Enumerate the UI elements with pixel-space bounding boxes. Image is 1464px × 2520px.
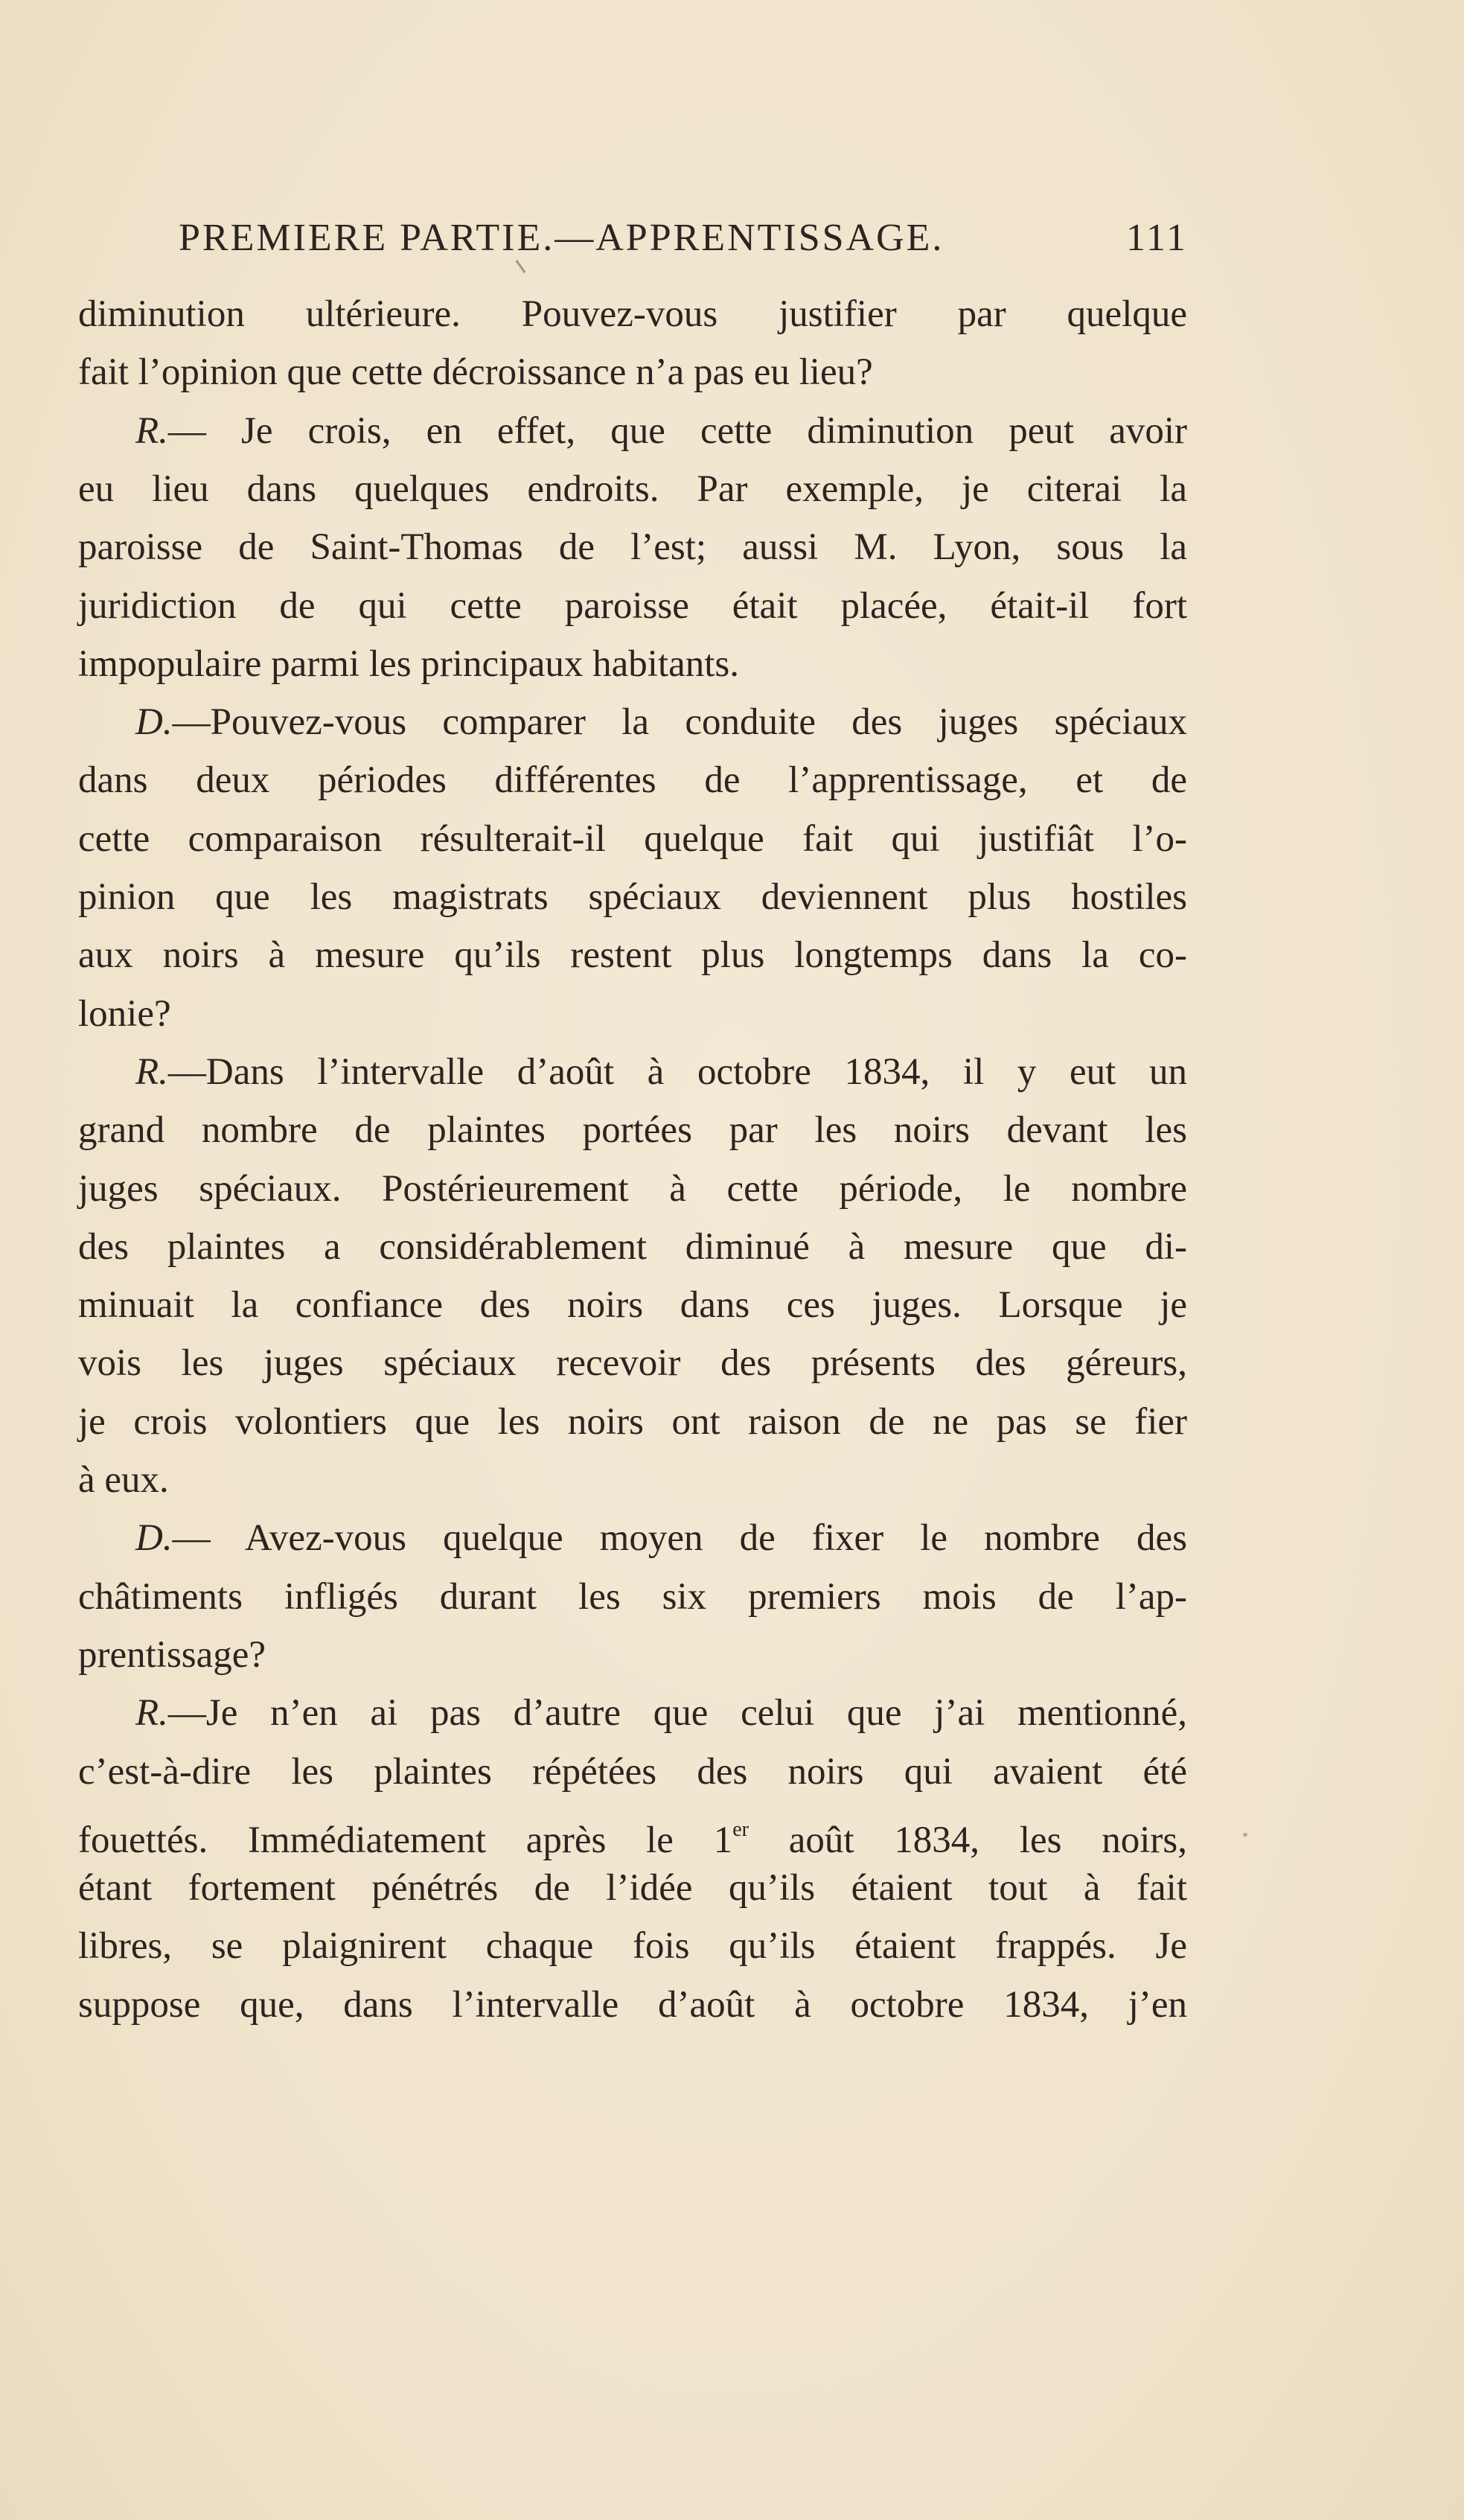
superscript: er: [732, 1818, 749, 1841]
speaker-label: D.: [135, 701, 173, 743]
speaker-label: R.: [135, 410, 168, 452]
text-line: [78, 1916, 1187, 1976]
line-text: dans deux périodes différentes de l’apprentissage, et de: [78, 759, 1187, 801]
line-text: prentissage?: [78, 1634, 266, 1676]
line-text: juges spéciaux. Postérieurement à cette période, le nombre: [78, 1168, 1187, 1210]
text-line: [78, 1392, 1187, 1452]
text-line: [78, 1800, 1187, 1860]
text-line: [78, 459, 1187, 519]
line-text: pinion que les magistrats spéciaux deviennent plus hostiles: [78, 876, 1187, 918]
line-text: diminution ultérieure. Pouvez-vous justifier par quelque: [78, 293, 1187, 335]
text-line: [78, 925, 1187, 985]
text-line: [78, 342, 1187, 402]
speaker-label: R.: [135, 1051, 168, 1093]
text-line: [78, 1333, 1187, 1393]
line-text: lonie?: [78, 993, 171, 1035]
running-header: [179, 216, 1188, 268]
speaker-label: D.: [135, 1517, 173, 1559]
line-text: minuait la confiance des noirs dans ces juges. Lorsque je: [78, 1284, 1187, 1326]
text-line: [135, 401, 1187, 461]
text-line: [135, 692, 1187, 752]
line-text: cette comparaison résulterait-il quelque fait qui justifiât l’o-: [78, 818, 1187, 860]
text-line: [135, 1683, 1187, 1743]
text-line: [78, 867, 1187, 927]
text-line: [78, 1742, 1187, 1802]
text-line: [78, 1275, 1187, 1335]
line-text: je crois volontiers que les noirs ont raison de ne pas se fier: [78, 1401, 1187, 1443]
line-text: paroisse de Saint-Thomas de l’est; aussi M. Lyon, sous la: [78, 526, 1187, 568]
text-line: [135, 1508, 1187, 1568]
text-line: [135, 1042, 1187, 1102]
line-text: — Avez-vous quelque moyen de fixer le nombre des: [172, 1517, 1187, 1559]
line-text: suppose que, dans l’intervalle d’août à octobre 1834, j’en: [78, 1984, 1187, 2026]
header-title: PREMIERE PARTIE.—APPRENTISSAGE.: [179, 217, 944, 259]
speaker-label: R.: [135, 1692, 168, 1734]
text-line: [78, 1625, 1187, 1685]
line-text: impopulaire parmi les principaux habitants.: [78, 643, 740, 685]
text-line: [78, 1858, 1187, 1918]
line-text: à eux.: [78, 1459, 169, 1501]
line-text: — Je crois, en effet, que cette diminution peut avoir: [167, 410, 1187, 452]
text-line: [78, 1450, 1187, 1510]
text-line: [78, 1100, 1187, 1160]
line-text: —Je n’en ai pas d’autre que celui que j’ai mentionné,: [167, 1692, 1187, 1734]
text-line: [78, 517, 1187, 577]
line-text: aux noirs à mesure qu’ils restent plus longtemps dans la co-: [78, 934, 1187, 976]
text-line: [78, 1567, 1187, 1627]
line-text: eu lieu dans quelques endroits. Par exemple, je citerai la: [78, 468, 1187, 510]
line-text: châtiments infligés durant les six premiers mois de l’ap-: [78, 1576, 1187, 1618]
text-line: [78, 1159, 1187, 1219]
text-line: [78, 809, 1187, 869]
line-text: fouettés. Immédiatement après le 1: [78, 1819, 733, 1861]
line-text-continued: août 1834, les noirs,: [748, 1819, 1187, 1861]
line-text: grand nombre de plaintes portées par les noirs devant les: [78, 1109, 1187, 1151]
page-number: 111: [1125, 217, 1188, 259]
text-line: [78, 1217, 1187, 1277]
line-text: juridiction de qui cette paroisse était placée, était-il fort: [78, 585, 1187, 627]
text-line: [78, 576, 1187, 636]
line-text: des plaintes a considérablement diminué à mesure que di-: [78, 1226, 1187, 1268]
line-text: fait l’opinion que cette décroissance n’a pas eu lieu?: [78, 351, 873, 393]
line-text: étant fortement pénétrés de l’idée qu’ils étaient tout à fait: [78, 1867, 1187, 1909]
line-text: c’est-à-dire les plaintes répétées des noirs qui avaient été: [78, 1751, 1187, 1793]
line-text: —Dans l’intervalle d’août à octobre 1834, il y eut un: [167, 1051, 1187, 1093]
text-line: [78, 634, 1187, 694]
text-line: [78, 984, 1187, 1044]
text-line: [78, 750, 1187, 810]
text-line: [78, 284, 1187, 344]
paper-fleck: [1243, 1833, 1247, 1837]
line-text: libres, se plaignirent chaque fois qu’ils étaient frappés. Je: [78, 1925, 1187, 1967]
line-text: —Pouvez-vous comparer la conduite des juges spéciaux: [172, 701, 1187, 743]
line-text: vois les juges spéciaux recevoir des présents des géreurs,: [78, 1342, 1187, 1384]
text-line: [78, 1975, 1187, 2035]
